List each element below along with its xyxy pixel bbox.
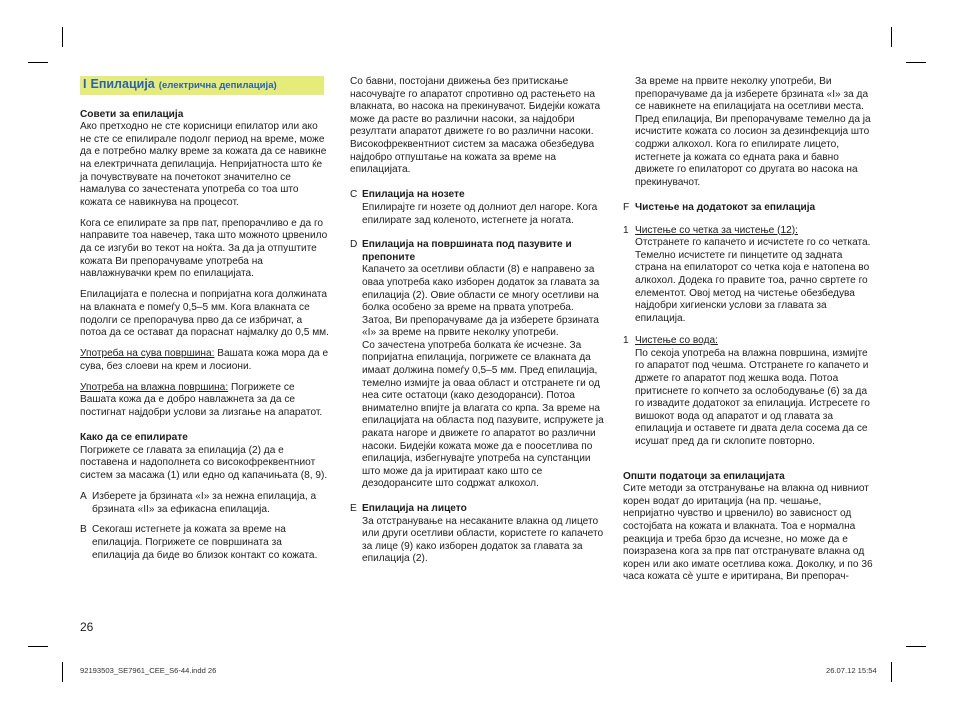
step-letter: C [350,189,358,201]
step-letter: F [623,201,630,213]
step-letter: E [350,503,357,514]
paragraph: Кога се епилирате за прв пат, препорачливо е да го направите тоа навечер, така што можното црвенило да се изгуби во текот на ноќта. За да ја отпуштите кожата Ви препорачуваме употреба на навлажнувачки крем по епилацијата. [80,217,328,280]
paragraph: Со бавни, постојани движења без притискање насочувајте го апаратот спротивно од растењето на влакната, во насока на прекинувачот. Бидејќи кожата може да расте во различни насоки, за најдобри резултати апаратот движете го во различни насоки. Високофреквентниот систем за масажа обезбедува најдобро отпуштање на кожата за време на епилацијата. [350,76,601,176]
step-label: Чистење со вода: [635,335,718,347]
dry-usage-paragraph [80,348,330,373]
page-number: 26 [80,620,94,634]
step-text: Изберете ја брзината «I» за нежна епилација, а брзината «II» за ефикасна епилација. [92,491,317,515]
crop-mark [906,62,926,63]
step-text: Епилирајте ги нозете од долниот дел нагоре. Кога епилирате зад коленото, истегнете ја ногата. [362,201,598,226]
section-title [80,76,324,95]
column-1 [80,76,330,570]
crop-mark [906,646,926,647]
dry-usage-text: Вашата кожа мора да е сува, без слоеви на крем и лосиони. [80,348,329,372]
crop-mark [891,662,892,682]
step-c [350,189,605,227]
step-text: Со зачестена употреба болката ќе исчезне. За попријатна епилација, погрижете се влакната да имаат должина помеѓу 0,5–5 мм. Пред епилација, темелно измијте ја оваа област и отстранете ги од неа сите остатоци (како дезодоранси). Потоа внимателно впијте ја влагата со крпа. За време на епилацијата на областа под пазувите, испружете ја раката нагоре и движете го апаратот во различни насоки. Бидејќи кожата може да е поосетлива по епилација, избегнувајте употреба на супстанции што може да ја иритираат како што се дезодорансите што содржат алкохол. [362,339,604,490]
step-heading: Епилација на нозете [362,189,465,201]
column-3 [623,76,873,592]
wet-usage-text: Погрижете се Вашата кожа да е добро навлажнета за да се постигнат најдобри услови за лизгање на апаратот. [80,381,323,419]
step-number: 1 [623,224,629,236]
wet-usage-paragraph [80,382,330,420]
crop-mark [28,62,48,63]
paragraph: За време на првите неколку употреби, Ви препорачуваме да ја изберете брзината «I» за да се навикнете на епилацијата на осетливи места. [635,76,869,113]
step-text: Капачето за осетливи области (8) е направено за оваа употреба како изборен додаток за главата за епилација (2). Овие области се многу осетливи на болка особено за време на првата употреба. Затоа, Ви препорачуваме да ја изберете брзината «I» за време на првите неколку употреби. [362,264,600,339]
step-heading: Епилација на лицето [362,503,467,514]
step-text: По секоја употреба на влажна површина, измијте го апаратот под чешма. Отстранете го капачето и држете го апаратот под жешка вода. Потоа притиснете го копчето за ослободување (6) за да го извадите додатокот за епилација. Истресете го вишокот вода од апаратот и од главата за епилација и оставете ги двата дела сосема да се исушат пред да ги склопите повторно. [635,347,870,448]
section-title-text: Епилација [90,77,155,91]
step-text: За отстранување на несаканите влакна од лицето или други осетливи области, користете го капачето за лице (9) како изборен додаток за главата за епилација (2). [362,515,604,565]
cleaning-brush [623,225,873,326]
wet-usage-label: Употреба на влажна површина: [80,381,229,393]
paragraph: Сите методи за отстранување на влакна од нивниот корен водат до иритација (на пр. чешање, непријатно чувство и црвенило) во зависност од состојбата на кожата и влакната. Тоа е нормална реакција и треба брзо да исчезне, но може да е поизразена кога за прв пат отстранувате влакна од корен или ако имате осетлива кожа. Доколку, и по 36 часа кожата сè уште е иритирана, Ви препорач- [623,483,873,583]
step-number: 1 [623,335,629,347]
crop-mark [28,646,48,647]
how-to-heading: Како да се епилирате [80,432,188,444]
crop-mark [62,27,63,47]
general-heading: Општи податоци за епилацијата [623,470,785,482]
paragraph: Епилацијата е полесна и попријатна кога должината на влакната е помеѓу 0,5–5 мм. Кога влакната се подолги се препорачува прво да се избричат, а потоа да се остават да пораснат најмалку до 0,5 мм. [80,289,329,339]
step-letter: A [80,491,87,503]
step-a [80,491,330,516]
step-text: Отстранете го капачето и исчистете го со четката. Темелно исчистете ги пинцетите од задната страна на епилаторот со четка која е натопена во алкохол. Додека го правите тоа, рачно свртете го елементот. Овој метод на чистење обезбедува најдобри хигиенски услови за главата за епилација. [635,237,871,324]
step-letter: B [80,524,87,536]
step-e [350,503,605,566]
crop-mark [62,662,63,682]
advice-heading: Совети за епилација [80,108,184,120]
crop-mark [891,27,892,47]
paragraph: Погрижете се главата за епилација (2) да е поставена и надополнета со високофреквентниот систем за масажа (1) или едно од капачињата (8, 9). [80,444,328,482]
section-marker: I [83,77,87,91]
step-d [350,239,605,491]
step-label: Чистење со четка за чистење (12): [635,224,798,236]
footer-file-info: 92193503_SE7961_CEE_S6-44.indd 26 [80,666,217,675]
paragraph: Ако претходно не сте корисници епилатор или ако не сте се епилирале подолг период на време, може да е потребно малку време за кожата да се навикне на електричната депилација. Непријатноста што ќе ја почувствувате на почетокот значително се намалува со зачестената употреба со тоа што кожата се навикнува на процесот. [80,121,327,208]
footer-timestamp: 26.07.12 15:54 [826,666,877,675]
step-heading: Епилација на површината под пазувите и препоните [362,239,572,263]
section-title-note: (електрична депилација) [158,80,277,91]
step-b [80,524,330,562]
step-f [623,202,873,215]
step-heading: Чистење на додатокот за епилација [635,201,816,213]
cleaning-water [623,335,873,448]
column-2 [350,76,605,574]
paragraph: Пред епилација, Ви препорачуваме темелно да ја исчистите кожата со лосион за дезинфекција што содржи алкохол. Кога го епилирате лицето, истегнете ја кожата со едната рака и бавно движете го епилаторот со другата во насока на прекинувачот. [635,113,871,188]
step-letter: D [350,239,358,251]
step-text: Секогаш истегнете ја кожата за време на епилација. Погрижете се површината за епилација да биде во близок контакт со кожата. [92,524,318,561]
dry-usage-label: Употреба на сува површина: [80,348,215,360]
